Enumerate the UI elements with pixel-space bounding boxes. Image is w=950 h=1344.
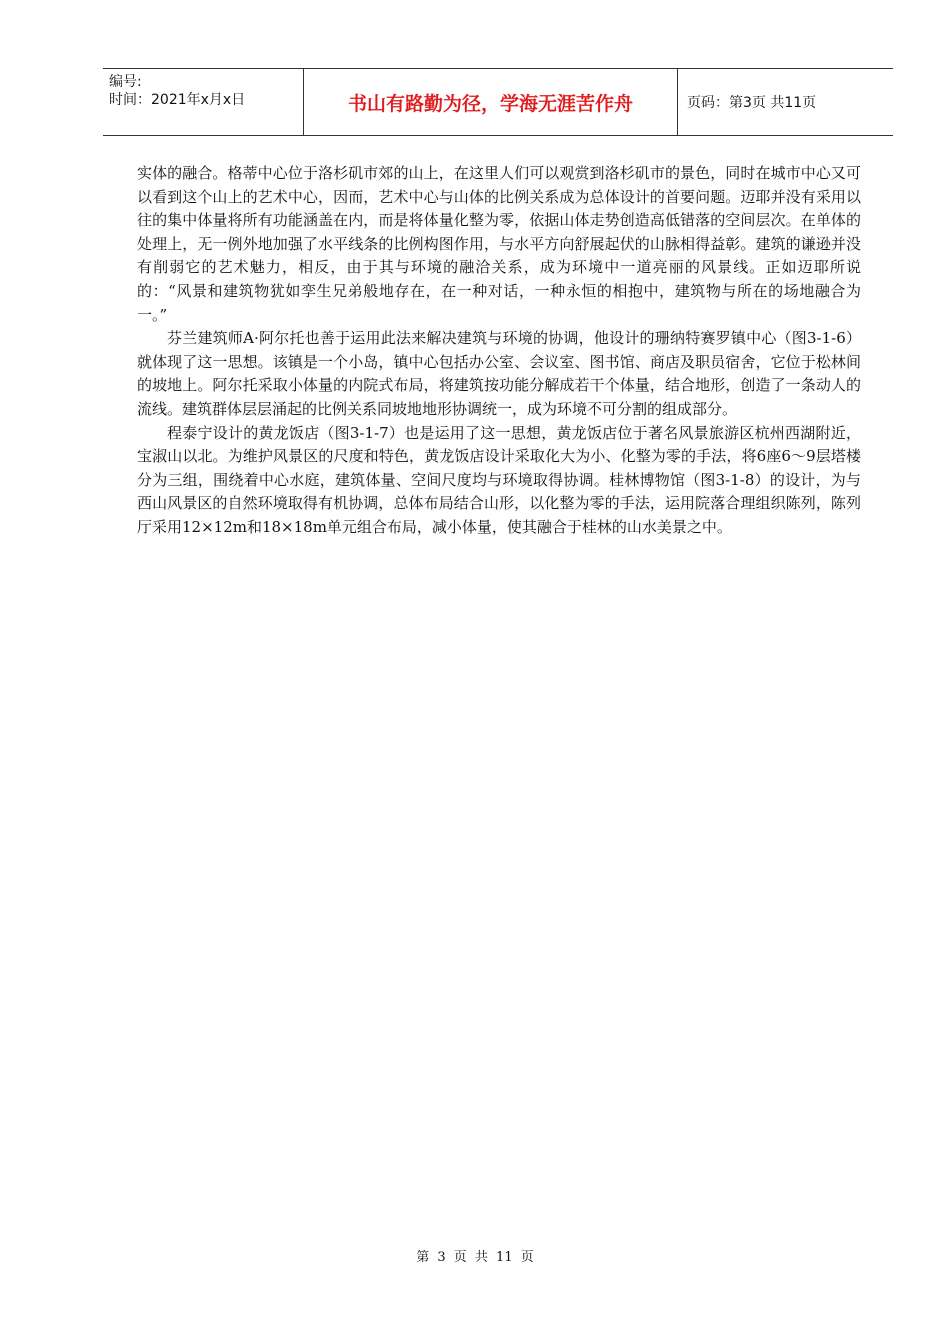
header-motto-cell <box>304 69 678 135</box>
body-paragraph: 芬兰建筑师A·阿尔托也善于运用此法来解决建筑与环境的协调，他设计的珊纳特赛罗镇中心（图3-1-6）就体现了这一思想。该镇是一个小岛，镇中心包括办公室、会议室、图书馆、商店及职员宿舍，它位于松林间的坡地上。阿尔托采取小体量的内院式布局，将建筑按功能分解成若干个体量，结合地形，创造了一条动人的流线。建筑群体层层涌起的比例关系同坡地地形协调统一，成为环境不可分割的组成部分。 <box>137 329 861 418</box>
document-body <box>137 162 861 540</box>
serial-label: 编号: <box>109 74 142 90</box>
footer-page-number: 第 3 页 共 11 页 <box>416 1250 534 1265</box>
header-page-cell <box>687 69 887 135</box>
body-paragraph: 程泰宁设计的黄龙饭店（图3-1-7）也是运用了这一思想，黄龙饭店位于著名风景旅游区杭州西湖附近，宝淑山以北。为维护风景区的尺度和特色，黄龙饭店设计采取化大为小、化整为零的手法，将6座6～9层塔楼分为三组，围绕着中心水庭，建筑体量、空间尺度均与环境取得协调。桂林博物馆（图3-1-8）的设计，为与西山风景区的自然环境取得有机协调，总体布局结合山形，以化整为零的手法，运用院落合理组织陈列，陈列厅采用12×12m和18×18m单元组合布局，减小体量，使其融合于桂林的山水美景之中。 <box>137 423 861 536</box>
header-motto: 书山有路勤为径，学海无涯苦作舟 <box>347 92 633 115</box>
body-paragraph: 实体的融合。格蒂中心位于洛杉矶市郊的山上，在这里人们可以观赏到洛杉矶市的景色，同时在城市中心又可以看到这个山上的艺术中心，因而，艺术中心与山体的比例关系成为总体设计的首要问题。迈耶并没有采用以往的集中体量将所有功能涵盖在内，而是将体量化整为零，依据山体走势创造高低错落的空间层次。在单体的处理上，无一例外地加强了水平线条的比例构图作用，与水平方向舒展起伏的山脉相得益彰。建筑的谦逊并没有削弱它的艺术魅力，相反，由于其与环境的融洽关系，成为环境中一道亮丽的风景线。正如迈耶所说的：“风景和建筑物犹如孪生兄弟般地存在，在一种对话，一种永恒的相抱中，建筑物与所在的场地融合为一。” <box>137 164 861 324</box>
page-header <box>103 68 893 136</box>
header-page-info: 页码：第3页 共11页 <box>687 95 817 111</box>
page-footer <box>0 1246 950 1265</box>
time-label: 时间：2021年x月x日 <box>109 92 246 108</box>
header-meta-cell <box>103 69 304 135</box>
